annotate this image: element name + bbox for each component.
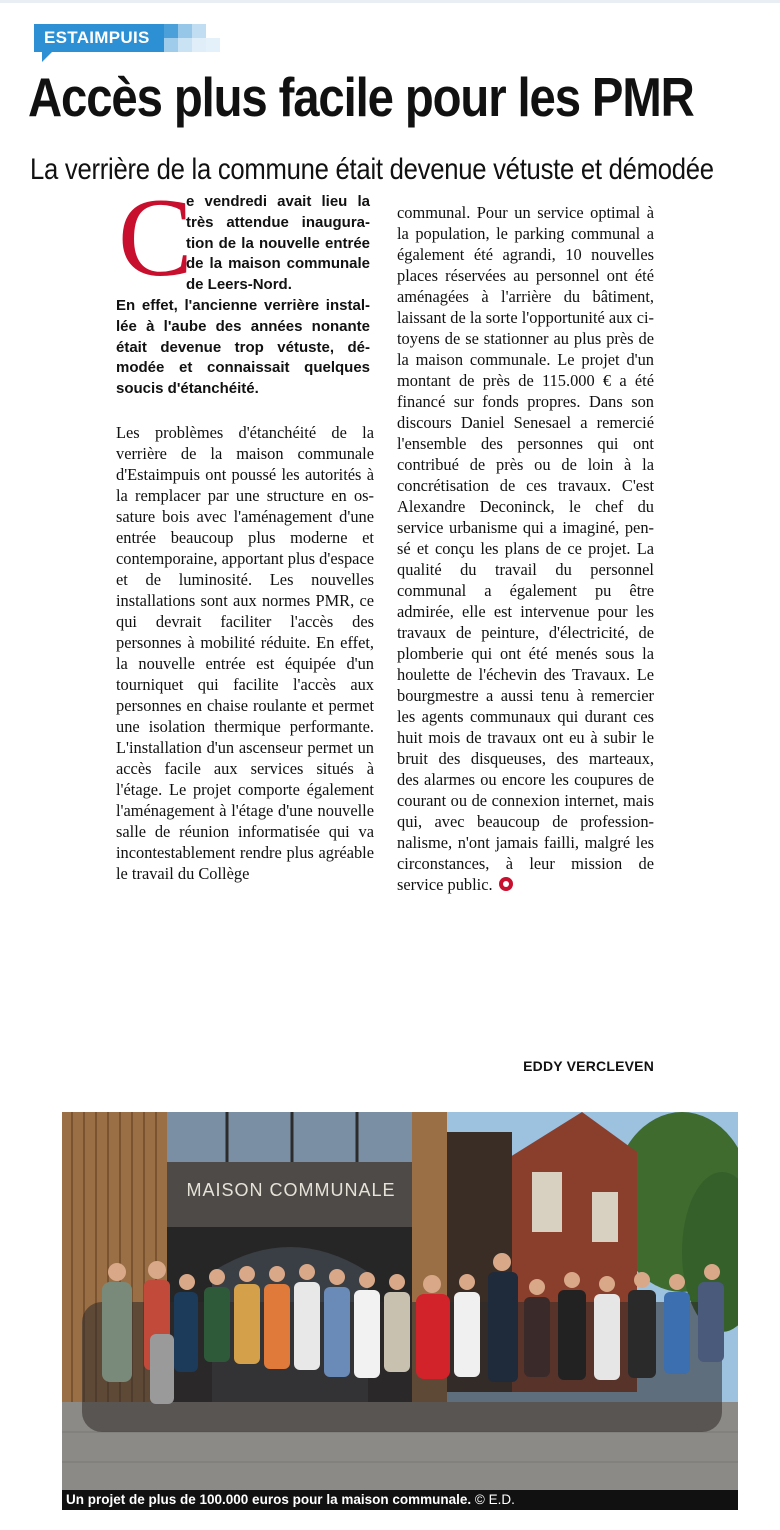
section-tag[interactable]: ESTAIMPUIS [34, 24, 164, 52]
building-sign: MAISON COMMUNALE [186, 1180, 396, 1200]
tag-decor-square [178, 38, 192, 52]
subheadline: La verrière de la commune était devenue vétuste et démodée [30, 153, 714, 186]
body-column-1: Les problèmes d'étanchéité de la verrière de la maison communale d'Estaimpuis ont poussé les autorités à la remplacer par une structure en ossature bois avec l'aménagement d'une entrée beaucoup plus moderne et contemporaine, apportant plus d'espace et de luminosité. Les nouvelles installations sont aux normes PMR, ce qui devrait faciliter l'accès des personnes à mobilité réduite. En effet, la nouvelle entrée est équipée d'un tourniquet qui facilite l'accès aux personnes en chaise roulante et permet une isolation thermique performante. L'installation d'un ascenseur permet un accès facile aux services situés à l'étage. Le projet comporte également l'aménagement à l'étage d'une nouvelle salle de réunion informatisée qui va incontestablement rendre plus agréable le travail du Collège [116, 423, 374, 883]
intro-lead-continued: En effet, l'ancienne verrière installée à l'aube des années nonante était devenue trop vétuste, démodée et connaissait quelques soucis d'étanchéité. [116, 297, 370, 398]
tag-decor-square [192, 24, 206, 38]
photo-illustration [62, 1112, 738, 1490]
top-border [0, 0, 780, 3]
intro-lead: e vendredi avait lieu la très attendue inauguration de la nouvelle entrée de la maison communale de Leers-Nord. [186, 193, 370, 294]
section-tag-pointer [42, 52, 52, 62]
tag-decor-square [178, 24, 192, 38]
tag-decor-square [164, 38, 178, 52]
headline: Accès plus facile pour les PMR [28, 66, 694, 128]
author-byline: EDDY VERCLEVEN [523, 1058, 654, 1074]
photo-caption-text: Un projet de plus de 100.000 euros pour la maison communale. [66, 1492, 472, 1507]
tag-decor-square [206, 38, 220, 52]
drop-cap: C [118, 176, 193, 300]
photo-credit: © E.D. [474, 1492, 515, 1507]
body-column-2 [397, 202, 654, 895]
photo-caption [62, 1490, 738, 1510]
article-photo[interactable] [62, 1112, 738, 1490]
tag-decor-square [192, 38, 206, 52]
end-of-article-icon [499, 877, 513, 891]
body-column-2-text: communal. Pour un service optimal à la population, le parking communal a également été agrandi, 10 nouvelles places réservées au personnel ont été aménagées à l'arrière du bâtiment, laissant de la sorte l'opportunité aux citoyens de se stationner au plus près de la maison communale. Le projet d'un montant de près de 115.000 € a été financé sur fonds propres. Dans son discours Daniel Senesael a remercié l'ensemble des personnes qui ont contribué de près ou de loin à la concrétisation de ces travaux. C'est Alexandre Deconinck, le chef du service urbanisme qui a imaginé, pensé et conçu les plans de ce projet. La qualité du travail du personnel communal a également pu être admirée, elle est intervenue pour les travaux de peinture, d'électricité, de plomberie qui ont été menés sous la houlette de l'échevin des Travaux. Le bourgmestre a aussi tenu à remercier les agents communaux qui durant ces huit mois de travaux ont eu à subir le bruit des disqueuses, des marteaux, des alarmes ou encore les coupures de courant ou de connexion internet, mais qui, avec beaucoup de professionnalisme, n'ont jamais failli, malgré les circonstances, à leur mission de service public. [397, 203, 654, 894]
tag-decor-square [164, 24, 178, 38]
